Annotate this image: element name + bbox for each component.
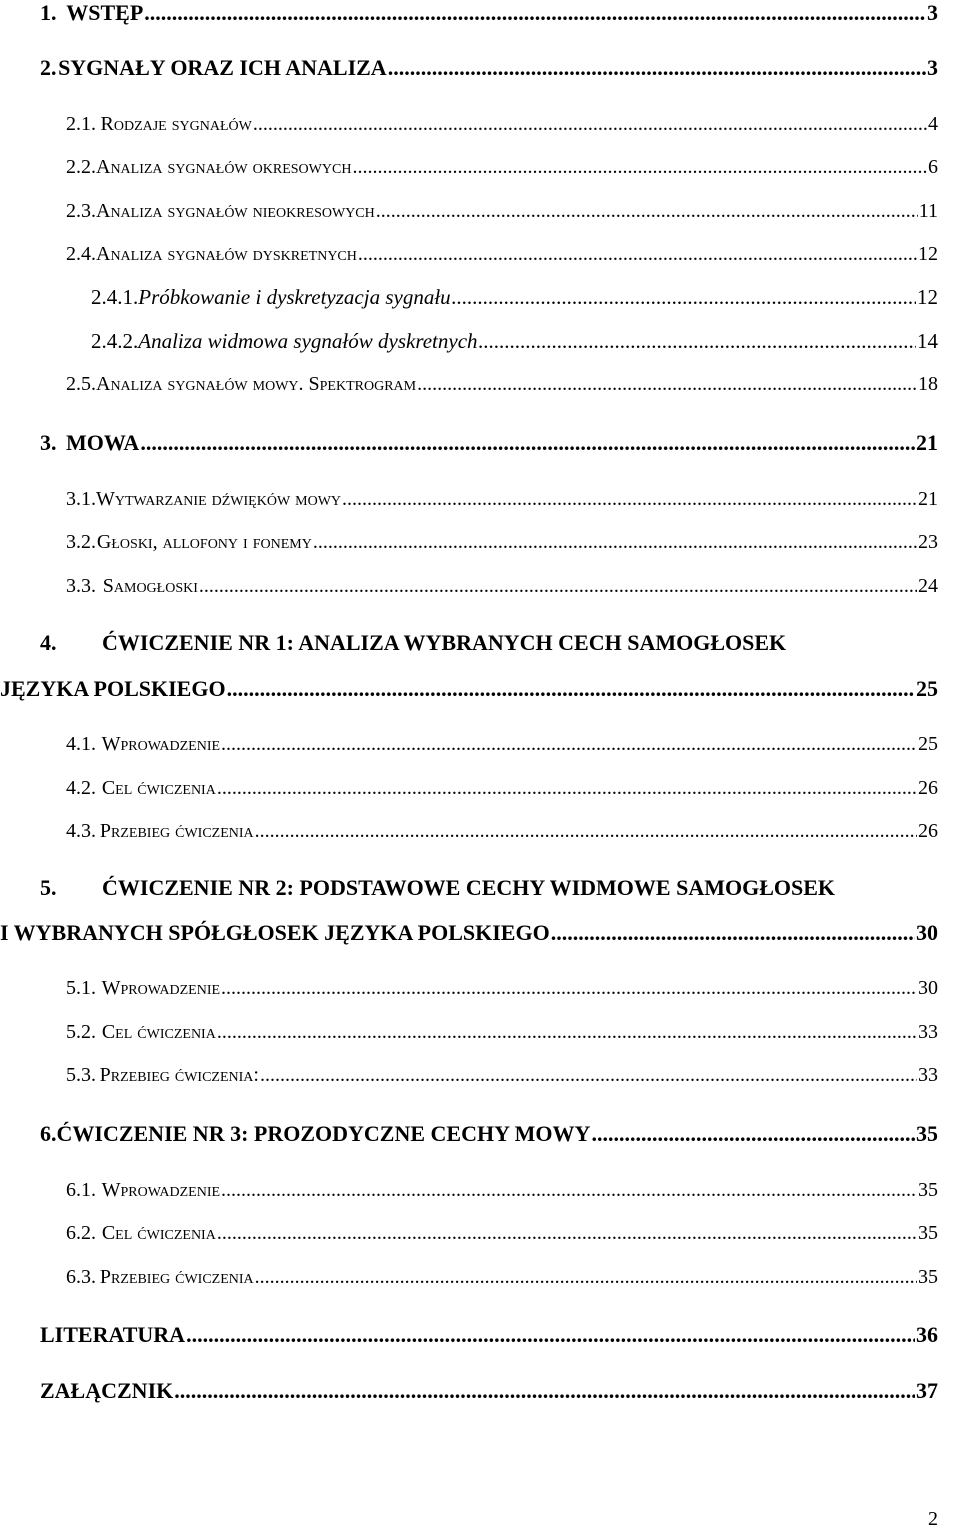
toc-entry-2[interactable] bbox=[40, 55, 938, 81]
toc-leader bbox=[358, 243, 917, 266]
toc-page: 25 bbox=[916, 676, 938, 701]
toc-number: 4.2. bbox=[66, 777, 96, 799]
toc-number: 3.1. bbox=[66, 488, 96, 510]
toc-title: Wprowadzenie bbox=[101, 977, 221, 999]
toc-entry-2-2[interactable] bbox=[66, 156, 938, 179]
toc-title: Rodzaje sygnałów bbox=[100, 113, 252, 135]
toc-number: 2.4.2. bbox=[91, 329, 139, 353]
toc-title: Analiza widmowa sygnałów dyskretnych bbox=[138, 329, 478, 353]
toc-title: Samogłoski bbox=[102, 575, 198, 597]
toc-page: 35 bbox=[916, 1121, 938, 1146]
toc-leader bbox=[140, 430, 915, 456]
toc-title: Przebieg ćwiczenia: bbox=[99, 1064, 259, 1086]
toc-number: 4. bbox=[40, 630, 57, 655]
toc-entry-4[interactable] bbox=[0, 676, 938, 702]
toc-entry-3-1[interactable] bbox=[66, 488, 938, 511]
toc-number: 4.1. bbox=[66, 733, 96, 755]
toc-entry-6[interactable] bbox=[40, 1121, 938, 1147]
toc-title: ĆWICZENIE NR 2: PODSTAWOWE CECHY WIDMOWE SAMOGŁOSEK bbox=[102, 875, 836, 900]
toc-page: 3 bbox=[927, 55, 938, 80]
toc-leader bbox=[376, 200, 918, 223]
toc-number: 6. bbox=[40, 1121, 57, 1146]
toc-title: Wprowadzenie bbox=[101, 733, 221, 755]
toc-number: 2.4.1. bbox=[91, 285, 139, 309]
toc-entry-5[interactable] bbox=[0, 920, 938, 946]
toc-leader bbox=[388, 55, 926, 81]
toc-leader bbox=[342, 488, 917, 511]
toc-page: 33 bbox=[918, 1064, 938, 1086]
toc-page: 30 bbox=[916, 920, 938, 945]
toc-page: 18 bbox=[918, 373, 938, 395]
toc-page: 30 bbox=[918, 977, 938, 999]
toc-title: MOWA bbox=[65, 430, 140, 455]
toc-leader bbox=[253, 113, 927, 136]
toc-page: 35 bbox=[918, 1266, 938, 1288]
toc-entry-2-4-2[interactable] bbox=[91, 329, 938, 354]
toc-title: Cel ćwiczenia bbox=[101, 777, 216, 799]
toc-title-continued: JĘZYKA POLSKIEGO bbox=[0, 676, 226, 701]
toc-number: 5.1. bbox=[66, 977, 96, 999]
toc-title: WSTĘP bbox=[66, 0, 144, 25]
toc-page: 6 bbox=[928, 156, 938, 178]
toc-page: 37 bbox=[916, 1378, 938, 1403]
toc-leader bbox=[227, 676, 915, 702]
toc-title: LITERATURA bbox=[40, 1322, 186, 1347]
toc-page: 26 bbox=[918, 777, 938, 799]
toc-number: 6.2. bbox=[66, 1222, 96, 1244]
toc-leader bbox=[417, 373, 917, 396]
toc-title: ĆWICZENIE NR 1: ANALIZA WYBRANYCH CECH SAMOGŁOSEK bbox=[102, 630, 787, 655]
toc-entry-5-3[interactable] bbox=[66, 1064, 938, 1087]
toc-page: 12 bbox=[917, 285, 938, 309]
toc-number: 6.1. bbox=[66, 1179, 96, 1201]
toc-title: Wprowadzenie bbox=[101, 1179, 221, 1201]
toc-entry-2-4[interactable] bbox=[66, 243, 938, 266]
toc-entry-literatura[interactable] bbox=[40, 1322, 938, 1348]
page-number: 2 bbox=[928, 1508, 938, 1530]
toc-number: 3. bbox=[40, 430, 57, 455]
toc-title: Głoski, allofony i fonemy bbox=[96, 531, 312, 553]
toc-number: 2.2. bbox=[66, 156, 96, 178]
toc-number: 2.4. bbox=[66, 243, 96, 265]
toc-number: 4.3. bbox=[66, 820, 96, 842]
toc-entry-4-3[interactable] bbox=[66, 820, 938, 843]
toc-number: 2.5. bbox=[66, 373, 96, 395]
toc-number: 2.3. bbox=[66, 200, 96, 222]
toc-entry-2-1[interactable] bbox=[66, 113, 938, 136]
toc-page: 25 bbox=[918, 733, 938, 755]
toc-page: 21 bbox=[918, 488, 938, 510]
toc-leader bbox=[591, 1121, 915, 1147]
toc-entry-4-2[interactable] bbox=[66, 777, 938, 800]
toc-entry-3-3[interactable] bbox=[66, 575, 938, 598]
toc-entry-1[interactable] bbox=[40, 0, 938, 26]
toc-page: 4 bbox=[928, 113, 938, 135]
toc-number: 5. bbox=[40, 875, 57, 900]
toc-leader bbox=[352, 156, 927, 179]
toc-entry-2-3[interactable] bbox=[66, 200, 938, 223]
toc-leader bbox=[479, 329, 916, 354]
toc-leader bbox=[255, 1266, 917, 1289]
toc-entry-4-1[interactable] bbox=[66, 733, 938, 756]
toc-leader bbox=[221, 977, 917, 1000]
toc-page: 14 bbox=[917, 329, 938, 353]
toc-number: 2.1. bbox=[66, 113, 96, 135]
toc-number: 3.2. bbox=[66, 531, 96, 553]
toc-leader bbox=[452, 285, 916, 310]
toc-leader bbox=[217, 1021, 917, 1044]
toc-leader bbox=[221, 733, 917, 756]
toc-leader bbox=[174, 1378, 915, 1404]
toc-leader bbox=[313, 531, 917, 554]
toc-leader bbox=[217, 1222, 917, 1245]
toc-title-continued: I WYBRANYCH SPÓŁGŁOSEK JĘZYKA POLSKIEGO bbox=[0, 920, 550, 945]
toc-page: 3 bbox=[927, 0, 938, 25]
toc-leader bbox=[144, 0, 926, 26]
toc-title: Analiza sygnałów dyskretnych bbox=[96, 243, 357, 265]
toc-entry-5-2[interactable] bbox=[66, 1021, 938, 1044]
toc-page: 33 bbox=[918, 1021, 938, 1043]
toc-page: 35 bbox=[918, 1222, 938, 1244]
toc-leader bbox=[551, 920, 915, 946]
toc-title: Próbkowanie i dyskretyzacja sygnału bbox=[138, 285, 451, 309]
toc-title: ZAŁĄCZNIK bbox=[40, 1378, 174, 1403]
toc-entry-2-4-1[interactable] bbox=[91, 285, 938, 310]
toc-title: Cel ćwiczenia bbox=[101, 1222, 216, 1244]
toc-entry-zalacznik[interactable] bbox=[40, 1378, 938, 1404]
toc-title: Analiza sygnałów nieokresowych bbox=[96, 200, 375, 222]
toc-entry-6-1[interactable] bbox=[66, 1179, 938, 1202]
toc-page: 12 bbox=[918, 243, 938, 265]
toc-title: Wytwarzanie dźwięków mowy bbox=[96, 488, 342, 510]
toc-number: 5.3. bbox=[66, 1064, 96, 1086]
toc-title: ĆWICZENIE NR 3: PROZODYCZNE CECHY MOWY bbox=[56, 1121, 591, 1146]
toc-leader bbox=[199, 575, 917, 598]
toc-page: 23 bbox=[918, 531, 938, 553]
toc-leader bbox=[221, 1179, 917, 1202]
toc-number: 5.2. bbox=[66, 1021, 96, 1043]
toc-title: Przebieg ćwiczenia bbox=[99, 1266, 254, 1288]
toc-page: 21 bbox=[916, 430, 938, 455]
toc-leader bbox=[217, 777, 917, 800]
toc-number: 6.3. bbox=[66, 1266, 96, 1288]
toc-entry-2-5[interactable] bbox=[66, 373, 938, 396]
toc-title: Cel ćwiczenia bbox=[101, 1021, 216, 1043]
toc-entry-3[interactable] bbox=[40, 430, 938, 456]
toc-entry-6-3[interactable] bbox=[66, 1266, 938, 1289]
toc-page: 36 bbox=[916, 1322, 938, 1347]
toc-page: 35 bbox=[918, 1179, 938, 1201]
toc-number: 3.3. bbox=[66, 575, 96, 597]
toc-leader bbox=[255, 820, 917, 843]
toc-title: Analiza sygnałów mowy. Spektrogram bbox=[96, 373, 417, 395]
toc-entry-4-title[interactable] bbox=[40, 630, 786, 656]
toc-leader bbox=[186, 1322, 915, 1348]
toc-entry-5-1[interactable] bbox=[66, 977, 938, 1000]
toc-entry-5-title[interactable] bbox=[40, 875, 835, 901]
toc-entry-6-2[interactable] bbox=[66, 1222, 938, 1245]
toc-title: SYGNAŁY ORAZ ICH ANALIZA bbox=[58, 55, 387, 80]
toc-title: Analiza sygnałów okresowych bbox=[96, 156, 352, 178]
toc-number: 1. bbox=[40, 0, 57, 25]
toc-number: 2. bbox=[40, 55, 57, 80]
toc-title: Przebieg ćwiczenia bbox=[99, 820, 254, 842]
toc-page: 26 bbox=[918, 820, 938, 842]
toc-leader bbox=[260, 1064, 917, 1087]
toc-page: 24 bbox=[918, 575, 938, 597]
toc-page: 11 bbox=[918, 200, 938, 222]
toc-entry-3-2[interactable] bbox=[66, 531, 938, 554]
